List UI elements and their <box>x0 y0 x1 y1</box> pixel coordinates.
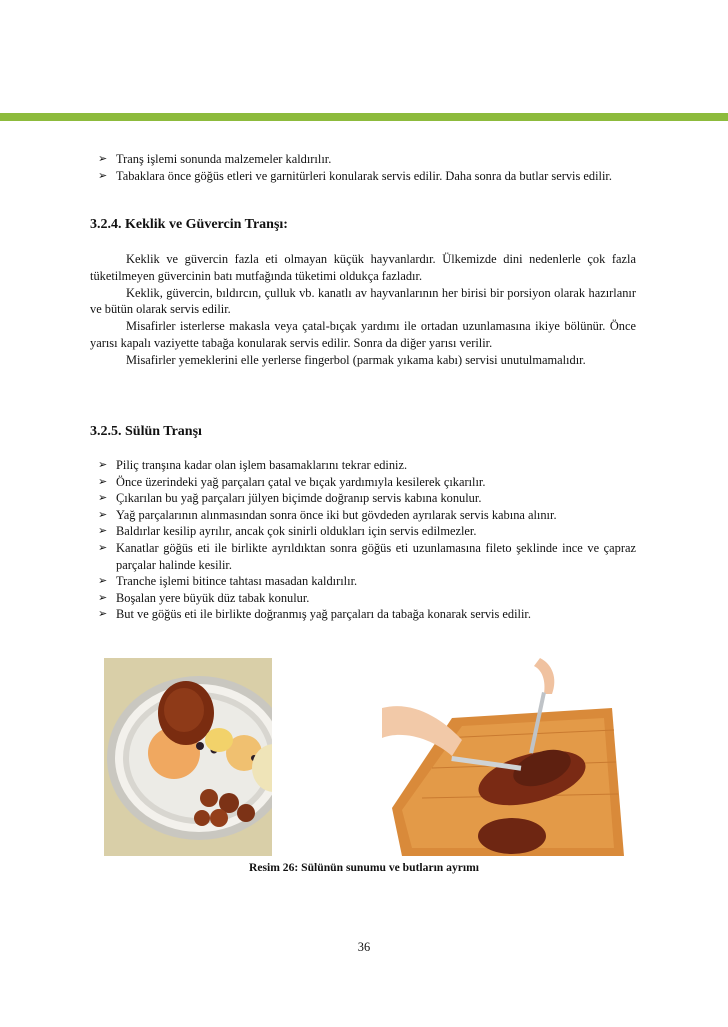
arrow-bullet-icon: ➢ <box>98 540 108 554</box>
paragraph: Keklik ve güvercin fazla eti olmayan küçük hayvanlardır. Ülkemizde dini nedenlerle çok fazla tüketilmeyen güvercinin batı mutfağında tüketimi oldukça fazladır. <box>90 252 636 283</box>
arrow-bullet-icon: ➢ <box>98 607 108 621</box>
list-item <box>90 457 636 474</box>
pheasant-platter-image <box>104 658 272 856</box>
arrow-bullet-icon: ➢ <box>98 507 108 521</box>
paragraph: Misafirler isterlerse makasla veya çatal-bıçak yardımı ile ortadan uzunlamasına ikiye bölünür. Önce yarısı kapalı vaziyette tabağa konularak servis edilir. Sonra da diğer yarısı verilir. <box>90 319 636 350</box>
arrow-bullet-icon: ➢ <box>98 574 108 588</box>
paragraph: Misafirler yemeklerini elle yerlerse fingerbol (parmak yıkama kabı) servisi unutulmamalıdır. <box>126 352 586 367</box>
carving-board-image <box>382 658 624 856</box>
section-sulun-body <box>90 457 636 623</box>
header-accent-band <box>0 113 728 121</box>
figure-photos <box>104 658 624 856</box>
list-item-text: But ve göğüs eti ile birlikte doğranmış yağ parçaları da tabağa konarak servis edilir. <box>116 607 531 622</box>
list-item-text: Tranche işlemi bitince tahtası masadan kaldırılır. <box>116 574 358 589</box>
list-item <box>90 540 636 573</box>
section-heading: 3.2.5. Sülün Tranşı <box>90 424 202 439</box>
list-item-text: Önce üzerindeki yağ parçaları çatal ve bıçak yardımıyla kesilerek çıkarılır. <box>116 474 486 489</box>
list-item-text: Baldırlar kesilip ayrılır, ancak çok sinirli oldukları için servis edilmezler. <box>116 524 477 539</box>
list-item-text: Boşalan yere büyük düz tabak konulur. <box>116 590 310 605</box>
list-item-text: Tranş işlemi sonunda malzemeler kaldırılır. <box>116 152 332 166</box>
arrow-bullet-icon: ➢ <box>98 458 108 471</box>
list-item <box>90 590 636 607</box>
paragraph: Keklik, güvercin, bıldırcın, çulluk vb. kanatlı av hayvanlarının her birisi bir porsiyon olarak hazırlanır ve bütün olarak servis edilir. <box>90 285 636 317</box>
intro-bullet-list-container <box>90 151 636 184</box>
arrow-bullet-icon: ➢ <box>98 152 108 165</box>
arrow-bullet-icon: ➢ <box>98 491 108 505</box>
list-item <box>90 523 636 540</box>
section-heading: 3.2.4. Keklik ve Güvercin Tranşı: <box>90 217 288 232</box>
arrow-bullet-icon: ➢ <box>98 524 108 538</box>
list-item <box>90 573 636 590</box>
list-item-text: Piliç tranşına kadar olan işlem basamaklarını tekrar ediniz. <box>116 458 408 472</box>
sulun-bullet-list <box>90 457 636 623</box>
list-item <box>90 606 636 623</box>
arrow-bullet-icon: ➢ <box>98 168 108 182</box>
list-item <box>90 168 636 185</box>
pheasant-platter-photo <box>104 658 272 856</box>
list-item-text: Yağ parçalarının alınmasından sonra önce iki but gövdeden ayrılarak servis kabına alınır. <box>116 507 557 522</box>
list-item <box>90 507 636 524</box>
section-sulun <box>90 424 636 440</box>
intro-bullet-list <box>90 151 636 184</box>
list-item-text: Çıkarılan bu yağ parçaları jülyen biçimde doğranıp servis kabına konulur. <box>116 491 482 506</box>
arrow-bullet-icon: ➢ <box>98 590 108 604</box>
list-item-text: Kanatlar göğüs eti ile birlikte ayrıldıktan sonra göğüs eti uzunlamasına fileto şeklinde ince ve çapraz parçalar halinde kesilir. <box>116 540 636 572</box>
figure-caption: Resim 26: Sülünün sunumu ve butların ayrımı <box>249 861 479 874</box>
list-item-text: Tabaklara önce göğüs etleri ve garnitürleri konularak servis edilir. Daha sonra da butlar servis edilir. <box>116 168 612 183</box>
list-item <box>90 151 636 168</box>
carving-board-photo <box>382 658 624 856</box>
arrow-bullet-icon: ➢ <box>98 474 108 488</box>
page-number: 36 <box>357 940 371 954</box>
list-item <box>90 474 636 491</box>
section-keklik-body <box>90 251 636 369</box>
list-item <box>90 490 636 507</box>
section-keklik <box>90 217 636 233</box>
